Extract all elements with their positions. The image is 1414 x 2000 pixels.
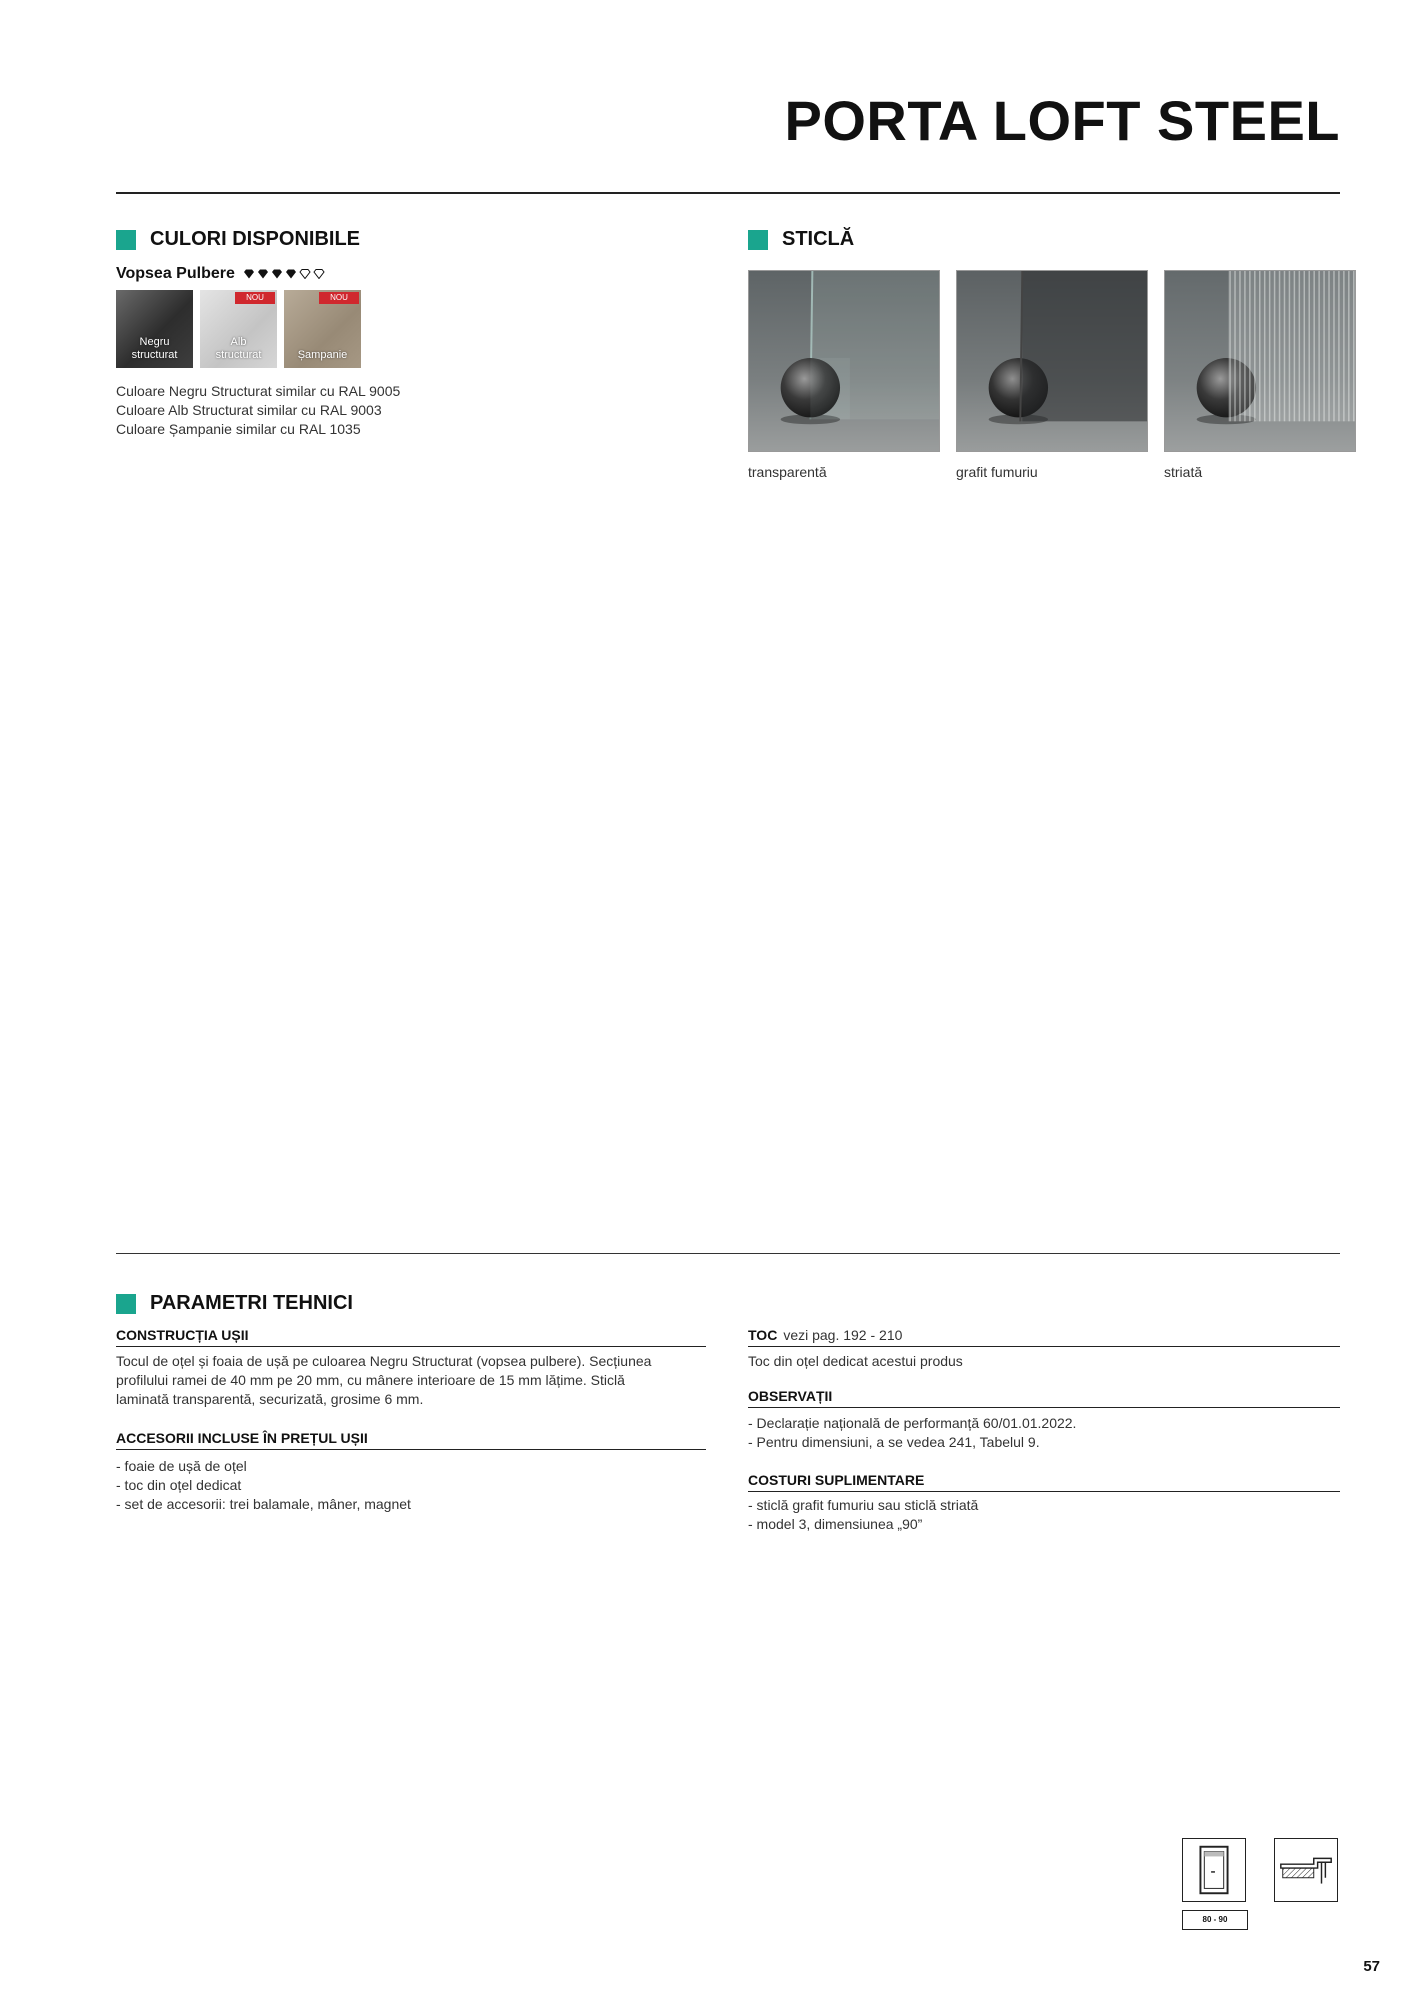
section-marker-icon bbox=[116, 230, 136, 250]
frame-section-icon bbox=[1274, 1838, 1338, 1902]
observations-title: OBSERVAȚII bbox=[748, 1388, 1340, 1408]
swatch-label: Șampanie bbox=[297, 349, 348, 361]
text-line: profilului ramei de 40 mm pe 20 mm, cu mânere interioare de 15 mm lățime. Sticlă bbox=[116, 1372, 625, 1388]
color-note: Culoare Alb Structurat similar cu RAL 9003 bbox=[116, 402, 382, 418]
text-line: - Declarație națională de performanță 60/01.01.2022. bbox=[748, 1415, 1077, 1431]
params-heading bbox=[116, 1292, 353, 1315]
text-line: Tocul de oțel și foaia de ușă pe culoarea Negru Structurat (vopsea pulbere). Secțiunea bbox=[116, 1353, 652, 1369]
color-notes bbox=[116, 382, 400, 439]
glass-caption: grafit fumuriu bbox=[956, 464, 1038, 480]
glass-sample-smoked bbox=[956, 270, 1148, 452]
paint-label bbox=[116, 265, 325, 283]
extra-costs-title: COSTURI SUPLIMENTARE bbox=[748, 1472, 1340, 1492]
glass-caption: striată bbox=[1164, 464, 1203, 480]
diamond-filled-icon bbox=[285, 269, 297, 279]
frame-title bbox=[748, 1327, 1340, 1347]
text-line: laminată transparentă, securizată, grosime 6 mm. bbox=[116, 1391, 424, 1407]
text-line: - sticlă grafit fumuriu sau sticlă striată bbox=[748, 1497, 979, 1513]
swatch-label: Alb structurat bbox=[215, 336, 262, 361]
swatch-label: Negru structurat bbox=[131, 336, 178, 361]
header-divider bbox=[116, 192, 1340, 194]
glass-sample-striated bbox=[1164, 270, 1356, 452]
rating-diamonds bbox=[243, 269, 325, 279]
colors-heading-text: CULORI DISPONIBILE bbox=[150, 228, 361, 250]
text-line: - set de accesorii: trei balamale, mâner, magnet bbox=[116, 1496, 411, 1512]
swatch-sampanie bbox=[284, 290, 361, 368]
frame-title-text: TOC bbox=[748, 1327, 778, 1343]
text-line: - toc din oțel dedicat bbox=[116, 1477, 242, 1493]
door-size-icon bbox=[1182, 1838, 1246, 1902]
color-note: Culoare Negru Structurat similar cu RAL 9005 bbox=[116, 383, 401, 399]
diamond-filled-icon bbox=[257, 269, 269, 279]
text-line: Toc din oțel dedicat acestui produs bbox=[748, 1353, 963, 1369]
params-heading-text: PARAMETRI TEHNICI bbox=[150, 1292, 353, 1314]
page-title: PORTA LOFT STEEL bbox=[784, 89, 1340, 152]
construction-title: CONSTRUCȚIA UȘII bbox=[116, 1327, 706, 1347]
diamond-filled-icon bbox=[243, 269, 255, 279]
new-badge: NOU bbox=[319, 292, 359, 304]
frame-page-ref: vezi pag. 192 - 210 bbox=[783, 1327, 903, 1343]
params-divider bbox=[116, 1253, 1340, 1254]
color-note: Culoare Șampanie similar cu RAL 1035 bbox=[116, 421, 361, 437]
swatch-negru-structurat bbox=[116, 290, 193, 368]
accessories-title: ACCESORII INCLUSE ÎN PREȚUL UȘII bbox=[116, 1430, 706, 1450]
page-number: 57 bbox=[1363, 1958, 1380, 1975]
text-line: - foaie de ușă de oțel bbox=[116, 1458, 247, 1474]
construction-text bbox=[116, 1352, 706, 1409]
observations-text bbox=[748, 1414, 1340, 1452]
size-range-label: 80 - 90 bbox=[1182, 1910, 1248, 1930]
glass-heading bbox=[748, 228, 854, 251]
colors-heading bbox=[116, 228, 360, 251]
extra-costs-text bbox=[748, 1496, 1340, 1534]
section-marker-icon bbox=[748, 230, 768, 250]
diamond-outline-icon bbox=[313, 269, 325, 279]
glass-sample-transparent bbox=[748, 270, 940, 452]
swatch-alb-structurat bbox=[200, 290, 277, 368]
paint-label-text: Vopsea Pulbere bbox=[116, 265, 235, 282]
diamond-filled-icon bbox=[271, 269, 283, 279]
section-marker-icon bbox=[116, 1294, 136, 1314]
new-badge: NOU bbox=[235, 292, 275, 304]
text-line: - Pentru dimensiuni, a se vedea 241, Tabelul 9. bbox=[748, 1434, 1040, 1450]
text-line: - model 3, dimensiunea „90” bbox=[748, 1516, 923, 1532]
glass-heading-text: STICLĂ bbox=[782, 228, 855, 250]
glass-caption: transparentă bbox=[748, 464, 827, 480]
diamond-outline-icon bbox=[299, 269, 311, 279]
frame-text bbox=[748, 1352, 1340, 1371]
accessories-text bbox=[116, 1457, 706, 1514]
